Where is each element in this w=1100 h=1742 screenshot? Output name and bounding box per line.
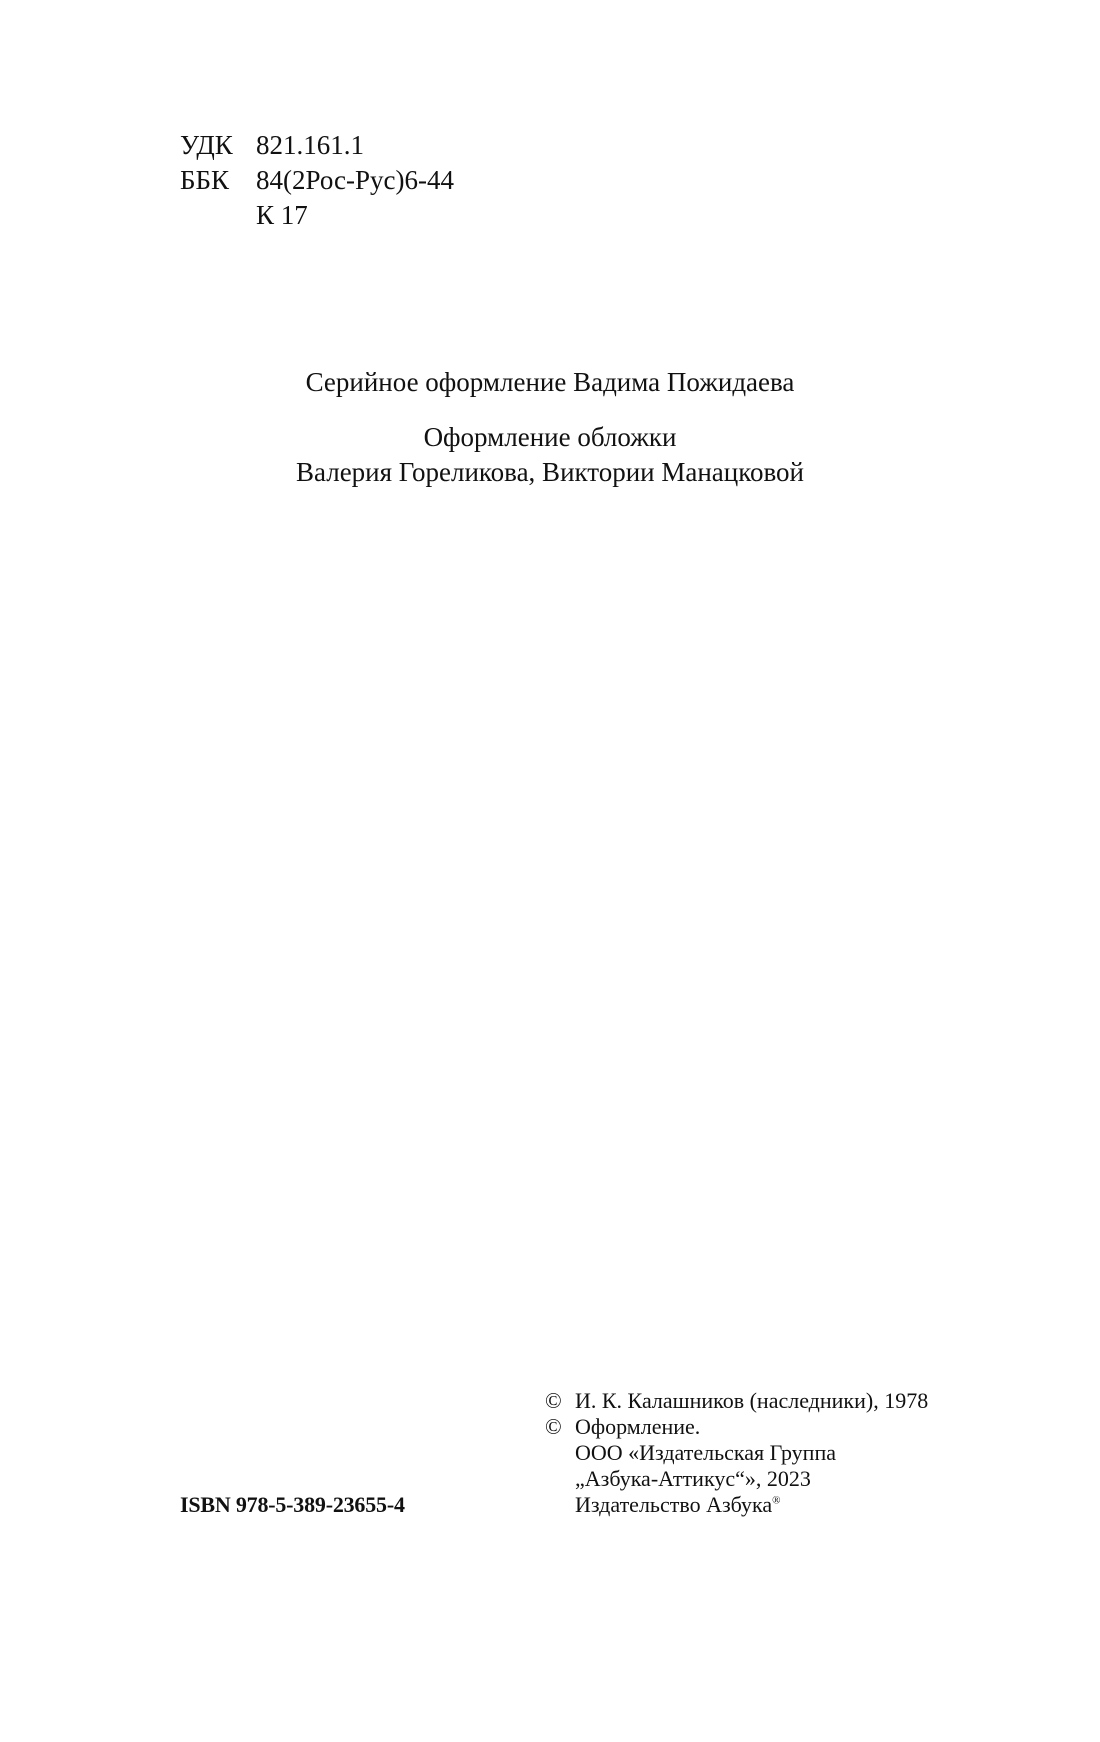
udk-label: УДК [180,130,233,160]
publisher-imprint-name: Издательство Азбука [575,1492,773,1517]
copyright-author-row [545,1388,928,1414]
copyright-design-row [545,1414,928,1440]
author-mark: К 17 [256,200,308,230]
cover-design-title: Оформление обложки [423,422,677,452]
series-design-credit: Серийное оформление Вадима Пожидаева [305,367,795,397]
copyright-publisher-line1: ООО «Издательская Группа [575,1440,836,1465]
design-credits [0,365,1100,510]
copyright-design: Оформление. [575,1414,701,1439]
publisher-imprint [575,1492,781,1518]
udk-row [180,128,454,163]
bbk-value: 84(2Рос-Рус)6-44 [256,165,454,195]
classification-block [180,128,454,233]
bbk-row [180,163,454,198]
bbk-label: ББК [180,165,230,195]
copyright-symbol: © [545,1414,562,1439]
cover-design-names: Валерия Гореликова, Виктории Манацковой [295,457,805,487]
copyright-publisher-line2: „Азбука-Аттикус“», 2023 [575,1466,811,1491]
registered-mark: ® [772,1494,781,1507]
isbn: ISBN 978-5-389-23655-4 [180,1492,405,1517]
copyright-symbol: © [545,1388,562,1413]
copyright-block [545,1388,928,1518]
copyright-author: И. К. Калашников (наследники), 1978 [575,1388,929,1413]
udk-value: 821.161.1 [256,130,364,160]
author-mark-row [180,198,454,233]
cover-design-credit [0,420,1100,490]
